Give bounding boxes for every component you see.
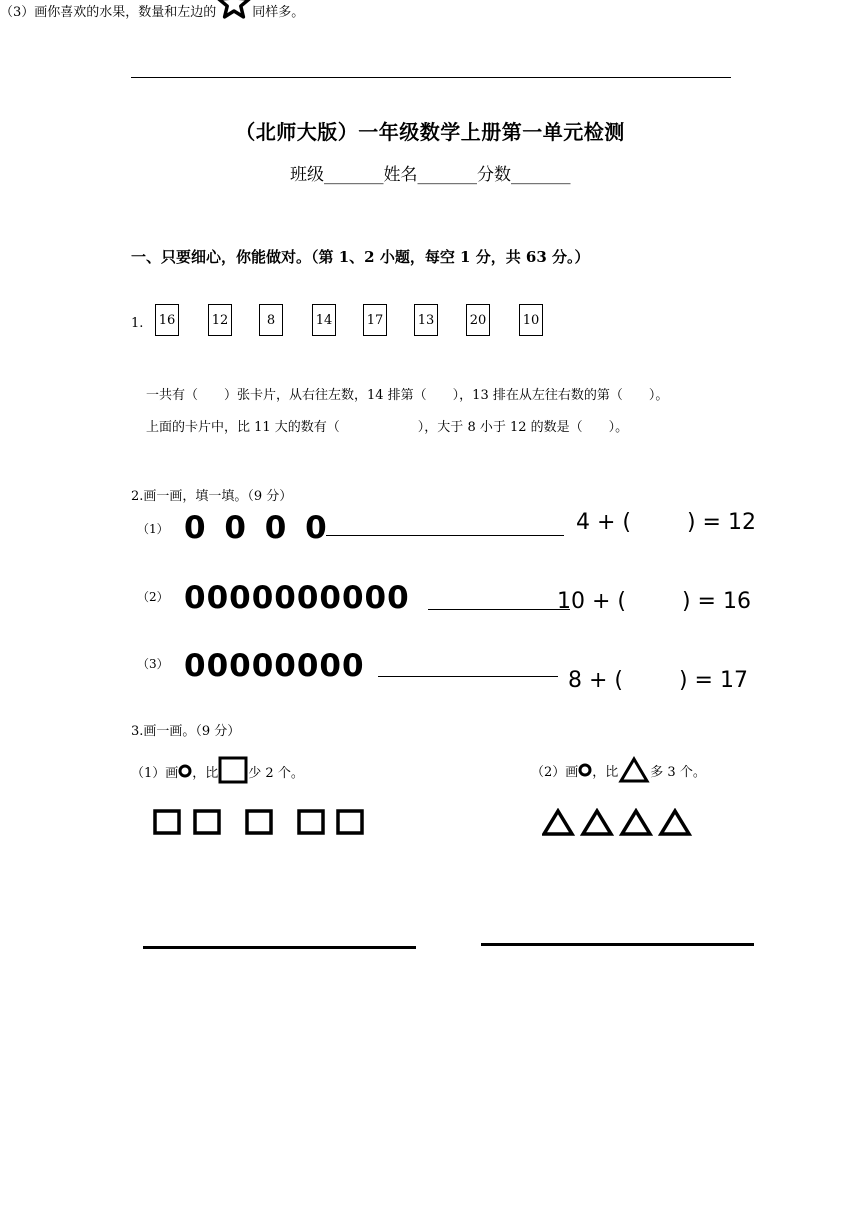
number-card: 16 (155, 304, 179, 336)
circle-icon (578, 763, 592, 777)
q3-part-2-answer-line[interactable] (481, 943, 754, 946)
triangle-icon (618, 756, 650, 784)
q3-part-3-text: （3）画你喜欢的水果，数量和左边的 (0, 4, 217, 20)
triangle-shape (622, 811, 650, 834)
q3-part-1-answer-line[interactable] (143, 946, 416, 949)
q3-part-1-mid: ，比 (192, 765, 219, 781)
q2-row-3-draw-line[interactable] (378, 676, 558, 677)
q2-row-3-label: （3） (137, 657, 169, 671)
q2-row-2-label: （2） (137, 590, 169, 604)
square-shape (299, 811, 323, 833)
number-card: 12 (208, 304, 232, 336)
score-label: 分数 (477, 165, 511, 185)
q2-row-3-equation: 8 + ( ) = 17 (568, 668, 748, 693)
q3-part-2-label: （2）画 (531, 764, 579, 780)
square-shape (155, 811, 179, 833)
number-card: 8 (259, 304, 283, 336)
circle-icon (178, 764, 192, 778)
number-card: 20 (466, 304, 490, 336)
square-shape (338, 811, 362, 833)
question-1-line-2: 上面的卡片中，比 11 大的数有（ ），大于 8 小于 12 的数是（ ）。 (146, 420, 629, 435)
section-1-heading: 一、只要细心，你能做对。（第 1、2 小题，每空 1 分，共 63 分。） (131, 248, 590, 266)
q3-part-1-end: 少 2 个。 (248, 765, 304, 781)
q3-part-3-prompt (0, 0, 860, 20)
top-rule (131, 77, 731, 78)
number-card: 14 (312, 304, 336, 336)
name-label: 姓名 (383, 165, 418, 185)
triangle-shape (583, 811, 611, 834)
q3-part-3-end: 同样多。 (252, 4, 305, 20)
number-card: 13 (414, 304, 438, 336)
q2-row-1-draw-line[interactable] (326, 535, 564, 536)
number-card: 17 (363, 304, 387, 336)
student-info-line (290, 160, 571, 185)
q3-part-2-mid: ，比 (592, 764, 619, 780)
triangle-shape (544, 811, 572, 834)
class-blank[interactable]: _______ (324, 165, 384, 185)
question-3-heading: 3.画一画。（9 分） (131, 724, 241, 739)
square-shape (247, 811, 271, 833)
page-title: （北师大版）一年级数学上册第一单元检测 (235, 120, 625, 144)
number-card: 10 (519, 304, 543, 336)
triangle-shape (661, 811, 689, 834)
square-shape (195, 811, 219, 833)
q2-row-1-label: （1） (137, 522, 169, 536)
q3-part-2-triangles (542, 808, 694, 838)
q2-row-2-draw-line[interactable] (428, 609, 570, 610)
q2-row-2-circles: 0000000000 (184, 580, 410, 616)
q3-part-1-prompt (131, 756, 304, 786)
star-icon (216, 0, 252, 20)
q2-row-1-equation: 4 + ( ) = 12 (576, 510, 756, 535)
name-blank[interactable]: _______ (417, 165, 477, 185)
q3-part-1-squares (152, 808, 368, 838)
score-blank[interactable]: _______ (511, 165, 571, 185)
class-label: 班级 (290, 165, 324, 185)
q2-row-1-circles: 0 0 0 0 (184, 510, 328, 546)
q3-part-2-end: 多 3 个。 (650, 764, 706, 780)
question-1-line-1: 一共有（ ）张卡片，从右往左数，14 排第（ ），13 排在从左往右数的第（ ）。 (146, 388, 669, 403)
q3-part-1-label: （1）画 (131, 765, 179, 781)
question-2-heading: 2.画一画，填一填。（9 分） (131, 489, 293, 504)
square-icon (218, 756, 248, 786)
q2-row-2-equation: 10 + ( ) = 16 (557, 589, 751, 614)
question-1-number: 1. (131, 316, 144, 331)
q2-row-3-circles: 00000000 (184, 648, 365, 684)
q3-part-2-prompt (531, 756, 706, 784)
